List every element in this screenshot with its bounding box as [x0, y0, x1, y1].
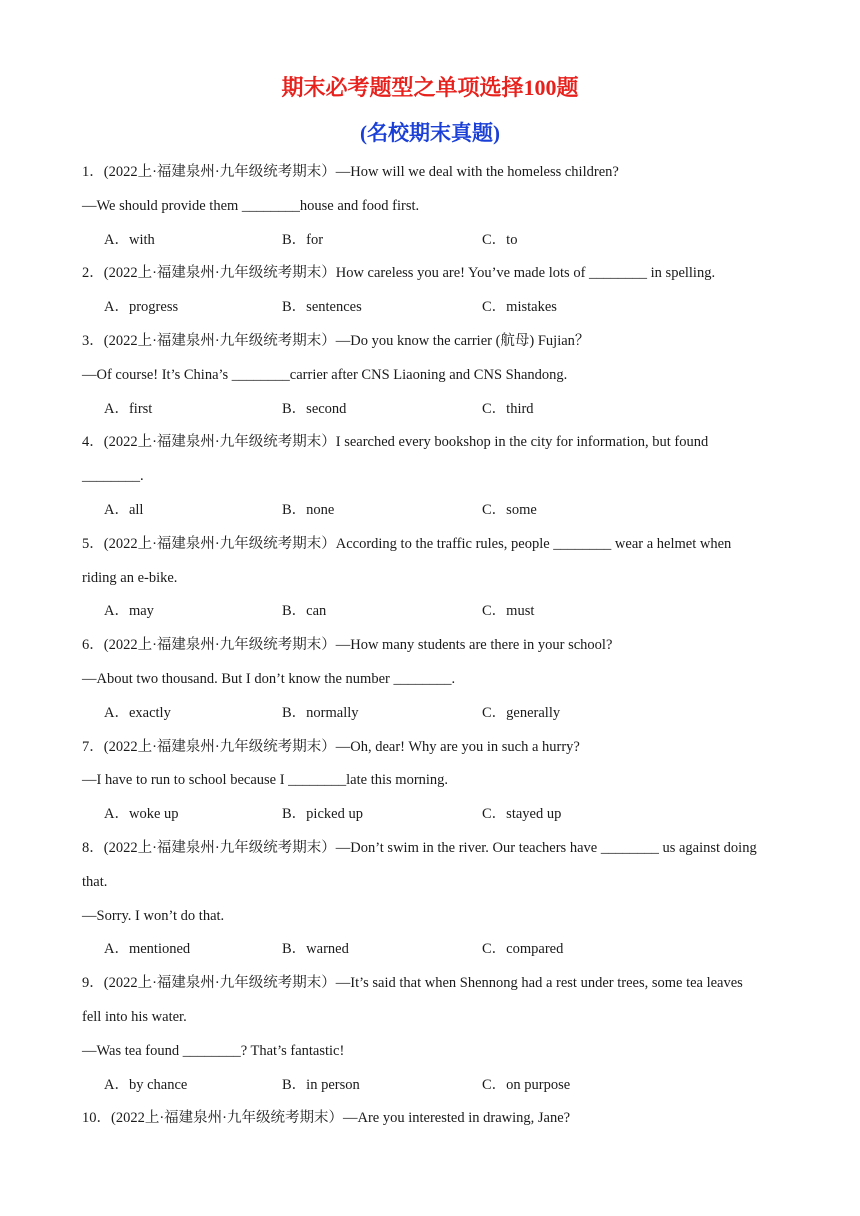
- question-stem: 7．(2022上·福建泉州·九年级统考期末）—Oh, dear! Why are you in such a hurry?: [82, 738, 580, 755]
- question-line: riding an e-bike.: [82, 569, 178, 586]
- question-line: that.: [82, 873, 108, 890]
- option-a: A．may: [104, 603, 154, 620]
- option-b: B．none: [282, 501, 335, 518]
- option-b: B．warned: [282, 941, 349, 958]
- question-item: [82, 426, 782, 527]
- question-line: —We should provide them ________house and food first.: [82, 197, 420, 214]
- options-row: [82, 697, 782, 731]
- option-a: A．mentioned: [104, 941, 191, 958]
- question-item: [82, 257, 782, 325]
- option-a: A．all: [104, 501, 144, 518]
- options-row: [82, 291, 782, 325]
- options-row: [82, 1069, 782, 1103]
- option-a: A．woke up: [104, 806, 179, 823]
- question-item: [82, 528, 782, 629]
- options-row: [82, 393, 782, 427]
- option-b: B．sentences: [282, 299, 362, 316]
- page-subtitle: (名校期末真题): [360, 121, 500, 145]
- option-a: A．by chance: [104, 1076, 188, 1093]
- options-row: [82, 494, 782, 528]
- options-row: [82, 595, 782, 629]
- question-line: fell into his water.: [82, 1008, 187, 1025]
- option-c: C．must: [482, 603, 535, 620]
- question-stem: 9．(2022上·福建泉州·九年级统考期末）—It’s said that when Shennong had a rest under trees, some tea leaves: [82, 975, 743, 992]
- option-a: A．exactly: [104, 704, 171, 721]
- option-c: C．to: [482, 231, 518, 248]
- option-c: C．on purpose: [482, 1076, 571, 1093]
- option-c: C．third: [482, 400, 534, 417]
- option-b: B．second: [282, 400, 347, 417]
- option-b: B．can: [282, 603, 327, 620]
- question-line: ________.: [82, 468, 144, 485]
- question-list: [82, 156, 782, 1136]
- question-stem: 4．(2022上·福建泉州·九年级统考期末）I searched every bookshop in the city for information, but found: [82, 434, 709, 451]
- question-item: [82, 731, 782, 832]
- question-item: [82, 629, 782, 730]
- options-row: [82, 224, 782, 258]
- question-stem: 3．(2022上·福建泉州·九年级统考期末）—Do you know the carrier (航母) Fujian？: [82, 332, 590, 349]
- option-c: C．mistakes: [482, 299, 557, 316]
- question-item: [82, 832, 782, 967]
- option-b: B．picked up: [282, 806, 363, 823]
- options-row: [82, 933, 782, 967]
- question-line: —I have to run to school because I ________late this morning.: [82, 772, 449, 789]
- option-a: A．first: [104, 400, 153, 417]
- page-title: 期末必考题型之单项选择100题: [281, 75, 579, 100]
- question-item: [82, 325, 782, 426]
- question-item: [82, 967, 782, 1102]
- question-item: [82, 156, 782, 257]
- question-stem: 2．(2022上·福建泉州·九年级统考期末）How careless you are! You’ve made lots of ________ in spelling.: [82, 265, 716, 282]
- question-item: [82, 1102, 782, 1136]
- option-b: B．in person: [282, 1076, 360, 1093]
- question-stem: 8．(2022上·福建泉州·九年级统考期末）—Don’t swim in the river. Our teachers have ________ us against doing: [82, 839, 757, 856]
- question-stem: 5．(2022上·福建泉州·九年级统考期末）According to the traffic rules, people ________ wear a helmet when: [82, 535, 732, 552]
- option-a: A．progress: [104, 299, 179, 316]
- option-b: B．normally: [282, 704, 359, 721]
- question-stem: 10．(2022上·福建泉州·九年级统考期末）—Are you interested in drawing, Jane?: [82, 1110, 571, 1127]
- option-c: C．generally: [482, 704, 561, 721]
- option-c: C．compared: [482, 941, 564, 958]
- option-c: C．stayed up: [482, 806, 562, 823]
- question-line: —About two thousand. But I don’t know the number ________.: [82, 670, 456, 687]
- question-stem: 1．(2022上·福建泉州·九年级统考期末）—How will we deal with the homeless children?: [82, 164, 619, 180]
- question-stem: 6．(2022上·福建泉州·九年级统考期末）—How many students are there in your school?: [82, 637, 613, 654]
- option-b: B．for: [282, 231, 324, 248]
- question-line: —Of course! It’s China’s ________carrier after CNS Liaoning and CNS Shandong.: [82, 366, 568, 383]
- option-a: A．with: [104, 231, 155, 248]
- question-line: —Sorry. I won’t do that.: [82, 907, 225, 924]
- options-row: [82, 798, 782, 832]
- question-line: —Was tea found ________? That’s fantastic!: [82, 1042, 345, 1059]
- option-c: C．some: [482, 501, 537, 518]
